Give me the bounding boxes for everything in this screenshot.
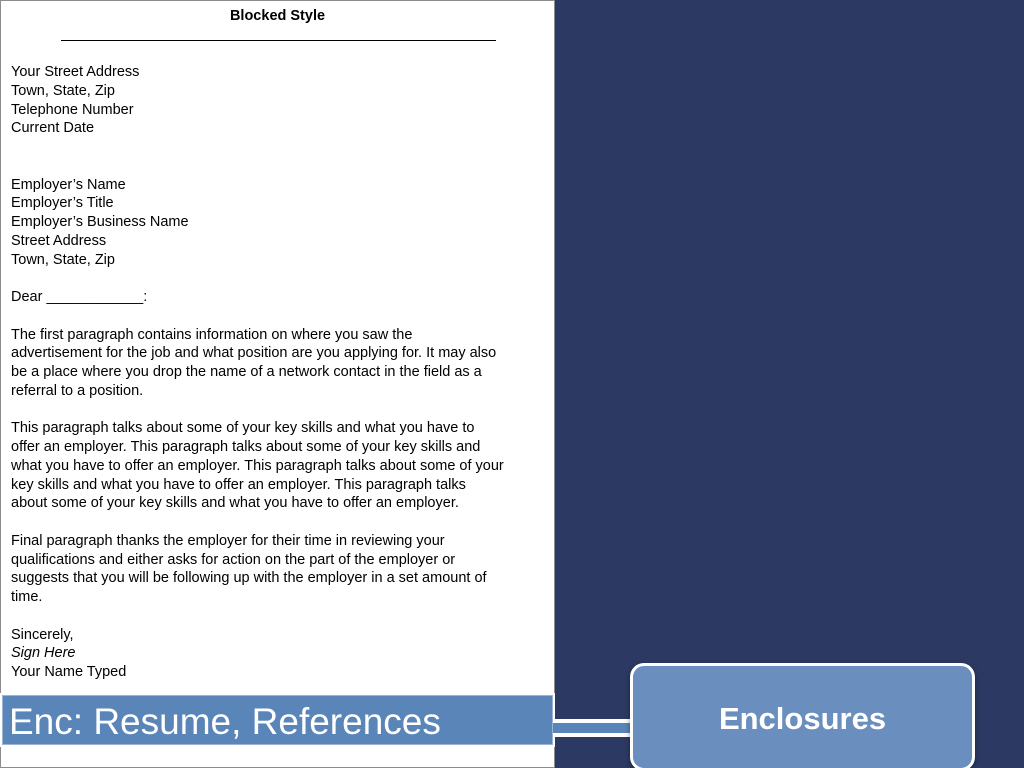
paragraph-line: referral to a position. [11, 382, 144, 399]
paragraph-line: This paragraph talks about some of your key skills and what you have to [11, 420, 475, 437]
paragraph-line: Final paragraph thanks the employer for their time in reviewing your [11, 532, 445, 549]
paragraph-intro [11, 326, 549, 401]
sender-address-line: Your Street Address [11, 64, 140, 80]
paragraph-line: about some of your key skills and what you have to offer an employer. [11, 495, 459, 512]
recipient-block [11, 176, 549, 270]
enclosures-label: Enclosures [718, 701, 887, 736]
paragraph-line: offer an employer. This paragraph talks about some of your key skills and [11, 439, 481, 455]
paragraph-final [11, 532, 549, 607]
sender-phone-line: Telephone Number [11, 101, 134, 118]
enclosure-line: Enc: Resume, References [9, 701, 441, 742]
letter-body [11, 63, 549, 682]
paragraph-line: qualifications and either asks for action on the part of the employer or [11, 551, 456, 568]
sender-town-line: Town, State, Zip [11, 82, 115, 99]
typed-name: Your Name Typed [11, 664, 127, 680]
sender-date-line: Current Date [11, 120, 95, 137]
connector-line-inner [553, 723, 635, 733]
enclosures-callout [630, 663, 975, 768]
paragraph-line: key skills and what you have to offer an employer. This paragraph talks [11, 476, 466, 493]
recipient-town-line: Town, State, Zip [11, 251, 115, 268]
paragraph-line: be a place where you drop the name of a network contact in the field as a [11, 364, 482, 380]
closing: Sincerely, [11, 626, 74, 643]
paragraph-skills [11, 419, 549, 513]
paragraph-line: what you have to offer an employer. This paragraph talks about some of your [11, 457, 504, 474]
recipient-name-line: Employer’s Name [11, 176, 126, 193]
signature: Sign Here [11, 645, 76, 662]
letter-title: Blocked Style [229, 8, 326, 24]
recipient-street-line: Street Address [11, 232, 107, 249]
enclosure-banner [0, 693, 555, 747]
recipient-business-line: Employer’s Business Name [11, 214, 189, 230]
paragraph-line: time. [11, 589, 43, 605]
paragraph-line: suggests that you will be following up with the employer in a set amount of [11, 570, 487, 587]
recipient-title-line: Employer’s Title [11, 195, 114, 212]
paragraph-line: advertisement for the job and what position are you applying for. It may also [11, 345, 497, 362]
title-rule [61, 40, 496, 41]
salutation: Dear ____________: [11, 289, 148, 305]
sender-block [11, 63, 549, 138]
paragraph-line: The first paragraph contains information on where you saw the [11, 326, 413, 343]
